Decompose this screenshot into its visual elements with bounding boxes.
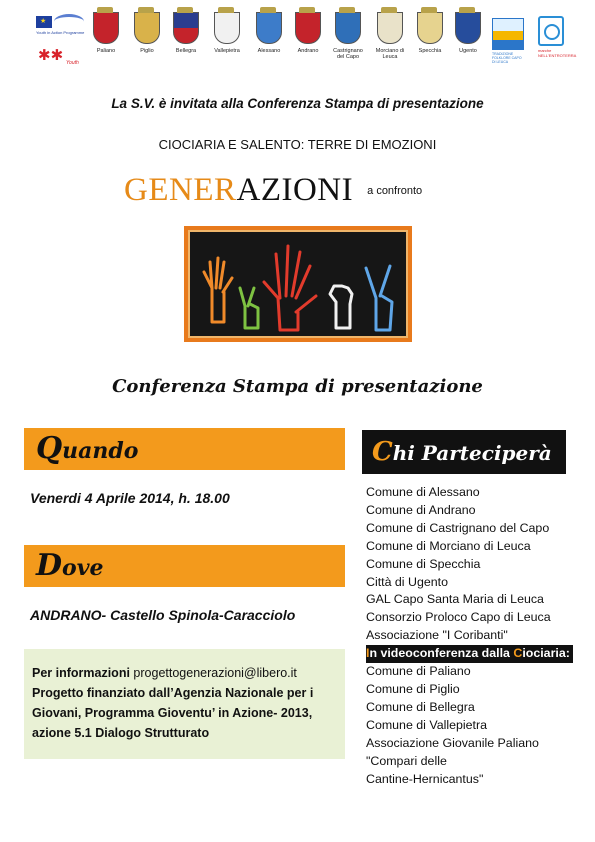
chi-partecipera-header [362,430,566,474]
marche-logo-text: marche NELL'ENTROTERRA [538,48,577,58]
crest-vallepietra [209,12,245,54]
dove-rest: ove [62,555,104,581]
funding-text: Progetto finanziato dall’Agenzia Nazionale per i Giovani, Programma Gioventu’ in Azione- 2013, azione 5.1 Dialogo Strutturato [32,686,314,740]
crest-morciano [372,12,408,60]
crest-paliano [88,12,124,54]
crest-label: Andrano [297,48,319,54]
marche-logo [538,16,577,62]
eu-youth-logo [36,14,86,38]
crest-alessano [251,12,287,54]
sun-sea-icon [492,18,524,50]
crest-label: Castrignano del Capo [333,48,363,60]
list-item: Associazione Giovanile Paliano [366,735,539,750]
video-initial-1: I [366,646,370,661]
dove-header [24,545,345,587]
crest-label: Piglio [140,48,154,54]
quando-header [24,428,345,470]
conference-heading: Conferenza Stampa di presentazione [112,376,483,397]
shield-icon [417,12,443,44]
quando-initial: Q [36,431,63,466]
shield-icon [295,12,321,44]
list-item: Comune di Alessano [366,485,480,499]
crest-label: Morciano di Leuca [375,48,405,60]
figures-icon: ✱✱ [38,47,64,64]
list-item: Comune di Andrano [366,502,476,517]
shield-icon [455,12,481,44]
eu-logo-text: Youth in Action Programme [36,30,85,35]
info-label: Per informazioni [32,666,130,680]
list-item: Comune di Vallepietra [366,717,487,732]
shield-icon [335,12,361,44]
list-item: Comune di Morciano di Leuca [366,538,531,553]
shield-icon [256,12,282,44]
crest-bellegra [168,12,204,54]
title-part-azioni: AZIONI [236,172,354,208]
youth-logo-text: Youth [66,60,79,66]
raised-hands-icon [190,232,406,336]
list-item: Comune di Bellegra [366,699,475,714]
crest-label: Paliano [96,48,116,54]
participants-list [366,484,586,788]
subtitle: CIOCIARIA E SALENTO: TERRE DI EMOZIONI [158,137,437,152]
logo-header [0,8,595,76]
quando-rest: uando [62,438,139,464]
crest-castrignano [330,12,366,60]
video-text-2: iociaria: [522,646,570,661]
info-box [24,649,345,759]
eu-flag-icon [36,16,52,28]
video-text-1: n videoconferenza dalla [369,646,514,661]
video-initial-2: C [513,646,523,661]
main-title [124,172,524,212]
list-item: Comune di Paliano [366,664,471,679]
crest-piglio [129,12,165,54]
list-item: Città di Ugento [366,574,448,589]
crest-label: Vallepietra [214,48,240,54]
swoosh-icon [54,14,84,29]
crest-specchia [412,12,448,54]
list-item: Comune di Specchia [366,556,481,571]
crest-label: Ugento [459,48,477,54]
event-date: Venerdi 4 Aprile 2014, h. 18.00 [30,490,230,506]
event-location: ANDRANO- Castello Spinola-Caracciolo [30,607,296,623]
list-item: Comune di Piglio [366,681,460,696]
list-item: GAL Capo Santa Maria di Leuca [366,592,544,607]
list-item: "Compari delle [366,753,447,768]
marche-icon [538,16,564,46]
tf-logo-text: TRADIZIONE FOLKLORE CAPO DI LEUCA [492,52,522,64]
list-item: Comune di Castrignano del Capo [366,520,550,535]
crest-label: Specchia [418,48,442,54]
crest-label: Alessano [257,48,281,54]
list-item: Associazione "I Coribanti" [366,628,508,643]
shield-icon [134,12,160,44]
shield-icon [214,12,240,44]
shield-icon [173,12,199,44]
shield-icon [377,12,403,44]
chi-rest: hi Parteciperà [392,441,552,465]
list-item: Consorzio Proloco Capo di Leuca [366,610,551,625]
videoconference-heading [366,645,586,663]
shield-icon [93,12,119,44]
dove-initial: D [36,548,63,583]
crest-label: Bellegra [175,48,197,54]
crest-ugento [450,12,486,54]
crest-andrano [290,12,326,54]
youth-logo [36,46,86,72]
info-email[interactable]: progettogenerazioni@libero.it [133,666,297,680]
title-part-gener: GENER [124,172,237,208]
chi-initial: C [372,437,393,467]
invitation-line: La S.V. è invitata alla Conferenza Stampa di presentazione [111,96,484,111]
hands-illustration [188,230,408,338]
tradizione-folklore-logo [492,18,526,62]
raised-hands-image [184,226,412,342]
title-suffix: a confronto [367,185,423,197]
list-item: Cantine-Hernicantus" [366,771,484,786]
